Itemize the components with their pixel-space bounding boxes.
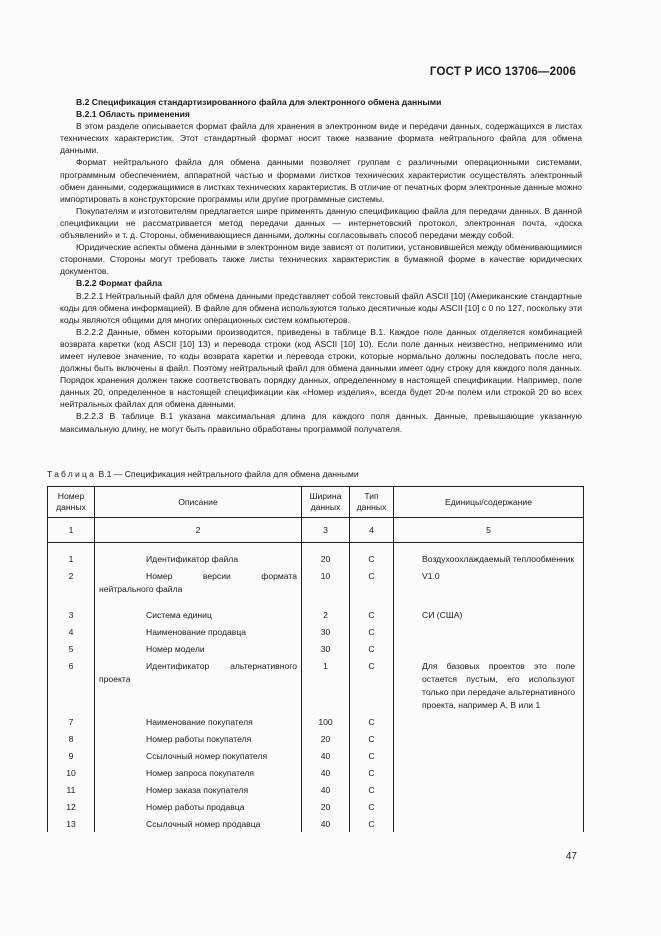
cell-description-text: Система единиц: [146, 610, 212, 620]
cell-width: 30: [302, 640, 350, 657]
cell-type: C: [350, 781, 394, 798]
cell-description: [95, 623, 302, 640]
cell-type: C: [350, 730, 394, 747]
table-row: [48, 713, 584, 730]
cell-description-text: Номер версии формата нейтрального файла: [99, 571, 297, 594]
cell-type: C: [350, 764, 394, 781]
table-row: [48, 567, 584, 606]
cell-type: C: [350, 657, 394, 713]
cell-width: 20: [302, 730, 350, 747]
paragraph: Юридические аспекты обмена данными в электронном виде зависят от политики, установившейся между обменивающимися сторонами. Стороны могут требовать также листы технических характеристик в бумажной форме в качестве юридических документов.: [60, 242, 582, 277]
cell-description: [95, 781, 302, 798]
cell-description-text: Номер работы покупателя: [146, 734, 252, 744]
cell-width: 40: [302, 747, 350, 764]
cell-description-text: Номер заказа покупателя: [146, 785, 249, 795]
cell-description-text: Идентификатор файла: [146, 554, 239, 564]
cell-number: 5: [48, 640, 95, 657]
cell-number: 9: [48, 747, 95, 764]
cell-width: 1: [302, 657, 350, 713]
table-row: [48, 640, 584, 657]
table-row: [48, 606, 584, 623]
cell-description: [95, 815, 302, 832]
cell-width: 40: [302, 815, 350, 832]
cell-number: 7: [48, 713, 95, 730]
cell-description: [95, 606, 302, 623]
cell-type: C: [350, 815, 394, 832]
cell-units: [394, 623, 584, 640]
table-row: [48, 623, 584, 640]
cell-number: 3: [48, 606, 95, 623]
cell-description-text: Ссылочный номер покупателя: [146, 751, 268, 761]
cell-description-text: Наименование продавца: [146, 627, 247, 637]
cell-width: 20: [302, 798, 350, 815]
cell-number: 13: [48, 815, 95, 832]
cell-number: 11: [48, 781, 95, 798]
cell-description: [95, 640, 302, 657]
cell-units: [394, 640, 584, 657]
cell-number: 1: [48, 543, 95, 568]
header-cell-description: Описание: [95, 487, 302, 518]
cell-units: [394, 713, 584, 730]
cell-width: 2: [302, 606, 350, 623]
cell-description: [95, 567, 302, 606]
cell-units: Воздухоохлаждаемый теплообменник: [394, 543, 584, 568]
cell-type: C: [350, 567, 394, 606]
column-number: 1: [48, 518, 95, 543]
cell-units: СИ (США): [394, 606, 584, 623]
table-row: [48, 657, 584, 713]
column-number: 5: [394, 518, 584, 543]
heading-b21: В.2.1 Область применения: [76, 109, 190, 120]
cell-units: [394, 781, 584, 798]
table-caption: [47, 469, 359, 479]
table-row: [48, 543, 584, 568]
table-row: [48, 747, 584, 764]
cell-number: 10: [48, 764, 95, 781]
cell-units: [394, 730, 584, 747]
heading-b2: В.2 Спецификация стандартизированного файла для электронного обмена данными: [76, 97, 442, 107]
cell-description-text: Идентификатор альтернативного проекта: [99, 661, 297, 684]
cell-description-text: Номер запроса покупателя: [146, 768, 255, 778]
cell-type: C: [350, 640, 394, 657]
paragraph: В.2.2.3 В таблице В.1 указана максимальная длина для каждого поля данных. Данные, превышающие указанную максимальную длину, не могут быть правильно обработаны программой получателя.: [60, 411, 582, 434]
cell-width: 40: [302, 781, 350, 798]
cell-units: Для базовых проектов это поле остается пустым, его используют только при передаче альтернативного проекта, например А, В или 1: [394, 657, 584, 713]
paragraph: Покупателям и изготовителям предлагается шире применять данную спецификацию файла для передачи данных. В данной спецификации не рассматривается метод передачи данных — интернетовский протокол, электронная почта, «доска объявлений» и т. д. Стороны, обменивающиеся данными, должны согласовывать способ передачи между собой.: [60, 205, 582, 241]
cell-number: 8: [48, 730, 95, 747]
section-text: [60, 96, 582, 435]
cell-width: 10: [302, 567, 350, 606]
cell-type: C: [350, 623, 394, 640]
cell-width: 30: [302, 623, 350, 640]
cell-units: [394, 815, 584, 832]
cell-description: [95, 798, 302, 815]
cell-number: 6: [48, 657, 95, 713]
cell-type: C: [350, 713, 394, 730]
cell-description-text: Наименование покупателя: [146, 717, 253, 727]
cell-description: [95, 543, 302, 568]
cell-description-text: Номер работы продавца: [146, 802, 245, 812]
column-number: 2: [95, 518, 302, 543]
cell-units: [394, 764, 584, 781]
cell-units: [394, 747, 584, 764]
page-number: 47: [565, 851, 577, 862]
document-header: ГОСТ Р ИСО 13706—2006: [429, 66, 576, 78]
cell-description: [95, 747, 302, 764]
paragraph: В.2.2.2 Данные, обмен которыми производится, приведены в таблице В.1. Каждое поле данных отделяется комбинацией возврата каретки (код ASCII [10] 13) и перевода строки (код ASCII [10] 10). Если поле данных неизвестно, неприменимо или имеет нулевое значение, то коды возврата каретки и перевода строки, которые нормально должны последовать после него, должны быть включены в файл. Поэтому нейтральный файл для обмена данными имеет одну строку для каждого поля данных. Порядок хранения должен также соответствовать порядку данных, определенному в настоящей спецификации. Например, поле данных 20, определенное в настоящей спецификации как «Номер изделия», всегда будет 20-м полем или строкой 20 во всех нейтральных файлах для обмена данными.: [60, 326, 582, 410]
table-row: [48, 764, 584, 781]
cell-width: 100: [302, 713, 350, 730]
header-cell-width: Ширина данных: [302, 487, 350, 518]
cell-type: C: [350, 747, 394, 764]
column-number: 3: [302, 518, 350, 543]
column-number-row: [48, 518, 584, 543]
cell-units: [394, 798, 584, 815]
heading-b22: В.2.2 Формат файла: [76, 278, 163, 289]
table-row: [48, 781, 584, 798]
cell-type: C: [350, 606, 394, 623]
cell-units: V1.0: [394, 567, 584, 606]
paragraph: Формат нейтрального файла для обмена данными позволяет группам с различными операционными системами, программным обеспечением, аппаратной частью и формами листков технических характеристик осуществлять электронный обмен данными, содержащимися в листках технических характеристик. В отличие от печатных форм электронные данные можно импортировать в конструкторские программы или другие программные системы.: [60, 157, 582, 204]
header-cell-type: Тип данных: [350, 487, 394, 518]
cell-description-text: Ссылочный номер продавца: [146, 819, 261, 829]
cell-number: 2: [48, 567, 95, 606]
table-row: [48, 798, 584, 815]
cell-type: C: [350, 543, 394, 568]
cell-description: [95, 764, 302, 781]
cell-width: 40: [302, 764, 350, 781]
cell-number: 12: [48, 798, 95, 815]
cell-type: C: [350, 798, 394, 815]
paragraph: В этом разделе описывается формат файла для хранения в электронном виде и передачи данных, содержащихся в листах технических характеристик. Этот стандартный формат носит также название формата нейтрального файла для обмена данными.: [60, 121, 582, 156]
table-row: [48, 730, 584, 747]
cell-number: 4: [48, 623, 95, 640]
cell-description: [95, 730, 302, 747]
cell-description: [95, 713, 302, 730]
spec-table: [47, 486, 584, 832]
cell-description: [95, 657, 302, 713]
cell-width: 20: [302, 543, 350, 568]
paragraph: В.2.2.1 Нейтральный файл для обмена данными представляет собой текстовый файл ASCII [10] (Американские стандартные коды для обмена информацией). В файле для обмена используются только десятичные коды ASCII [10] с 0 по 127, поскольку эти коды являются общими для многих операционных систем компьютеров.: [60, 290, 582, 325]
cell-description-text: Номер модели: [146, 644, 205, 654]
column-number: 4: [350, 518, 394, 543]
table-caption-text: В.1 — Спецификация нейтрального файла для обмена данными: [96, 469, 359, 479]
table-row: [48, 815, 584, 832]
header-cell-units: Единицы/содержание: [394, 487, 584, 518]
header-cell-number: Номер данных: [48, 487, 95, 518]
table-caption-label: Таблица: [47, 469, 97, 479]
